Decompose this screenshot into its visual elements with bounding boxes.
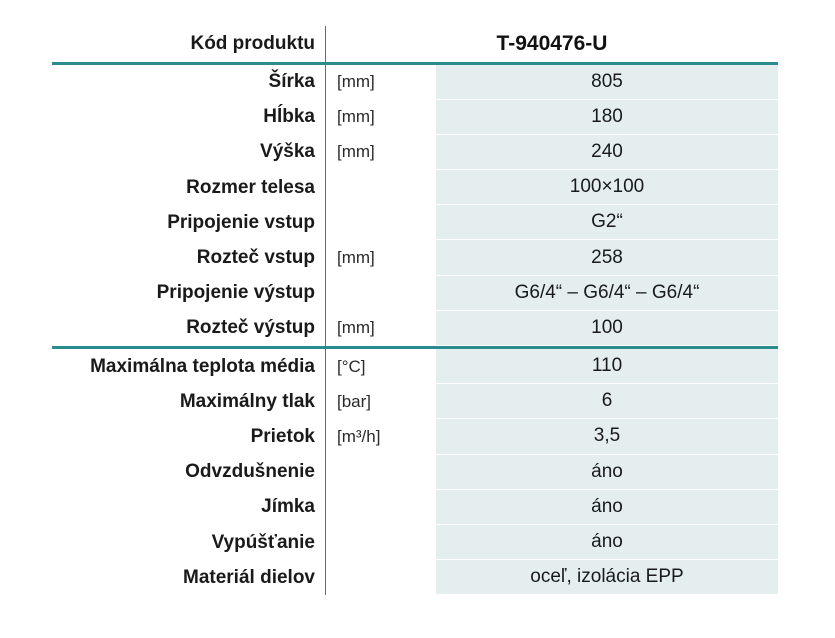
- table-header-row: [52, 26, 778, 62]
- table-row: [52, 100, 778, 135]
- table-row: [52, 525, 778, 560]
- properties-group: [52, 349, 778, 595]
- spec-value: 180: [436, 100, 778, 135]
- dimensions-group: [52, 65, 778, 347]
- spec-label: Vypúšťanie: [52, 525, 326, 560]
- spec-unit: [mm]: [337, 142, 375, 162]
- spec-label: Pripojenie výstup: [52, 276, 326, 311]
- spec-unit: [mm]: [337, 107, 375, 127]
- spec-unit: [326, 525, 436, 560]
- spec-value: 6: [436, 384, 778, 419]
- spec-value: 240: [436, 135, 778, 170]
- spec-unit: [326, 455, 436, 490]
- table-row: [52, 135, 778, 170]
- table-row: [52, 276, 778, 311]
- spec-value: áno: [436, 525, 778, 560]
- spec-label: Jímka: [52, 490, 326, 525]
- spec-label: Výška: [52, 135, 326, 170]
- spec-unit: [m³/h]: [337, 426, 381, 446]
- spec-label: Maximálny tlak: [52, 384, 326, 419]
- spec-unit: [326, 170, 436, 205]
- spec-value: G2“: [436, 205, 778, 240]
- spec-value: áno: [436, 490, 778, 525]
- spec-value: oceľ, izolácia EPP: [436, 560, 778, 595]
- spec-unit: [326, 276, 436, 311]
- table-row: [52, 65, 778, 100]
- spec-unit: [mm]: [337, 72, 375, 92]
- table-row: [52, 455, 778, 490]
- spec-value: 110: [436, 349, 778, 384]
- spec-value: 100×100: [436, 170, 778, 205]
- spec-value: 3,5: [436, 419, 778, 454]
- table-row: [52, 384, 778, 419]
- table-row: [52, 170, 778, 205]
- table-row: [52, 240, 778, 275]
- spec-label: Rozteč vstup: [52, 240, 326, 275]
- table-row: [52, 490, 778, 525]
- spec-label: Pripojenie vstup: [52, 205, 326, 240]
- spec-label: Hĺbka: [52, 100, 326, 135]
- table-row: [52, 349, 778, 384]
- product-code-label: Kód produktu: [52, 26, 326, 62]
- spec-unit: [mm]: [337, 318, 375, 338]
- spec-label: Rozmer telesa: [52, 170, 326, 205]
- spec-unit: [326, 490, 436, 525]
- spec-unit: [326, 205, 436, 240]
- spec-label: Rozteč výstup: [52, 311, 326, 346]
- table-row: [52, 205, 778, 240]
- spec-unit: [mm]: [337, 248, 375, 268]
- spec-value: G6/4“ – G6/4“ – G6/4“: [436, 276, 778, 311]
- product-spec-table: [52, 26, 778, 595]
- spec-label: Odvzdušnenie: [52, 455, 326, 490]
- spec-label: Prietok: [52, 419, 326, 454]
- table-row: [52, 560, 778, 595]
- spec-value: 100: [436, 311, 778, 346]
- product-code-value: T-940476-U: [496, 31, 608, 55]
- spec-label: Šírka: [52, 65, 326, 100]
- spec-unit: [bar]: [337, 391, 372, 411]
- spec-label: Materiál dielov: [52, 560, 326, 595]
- spec-unit: [°C]: [337, 356, 366, 376]
- table-row: [52, 419, 778, 454]
- spec-value: áno: [436, 455, 778, 490]
- spec-label: Maximálna teplota média: [52, 349, 326, 384]
- table-row: [52, 311, 778, 346]
- spec-unit: [326, 560, 436, 595]
- spec-value: 805: [436, 65, 778, 100]
- spec-value: 258: [436, 240, 778, 275]
